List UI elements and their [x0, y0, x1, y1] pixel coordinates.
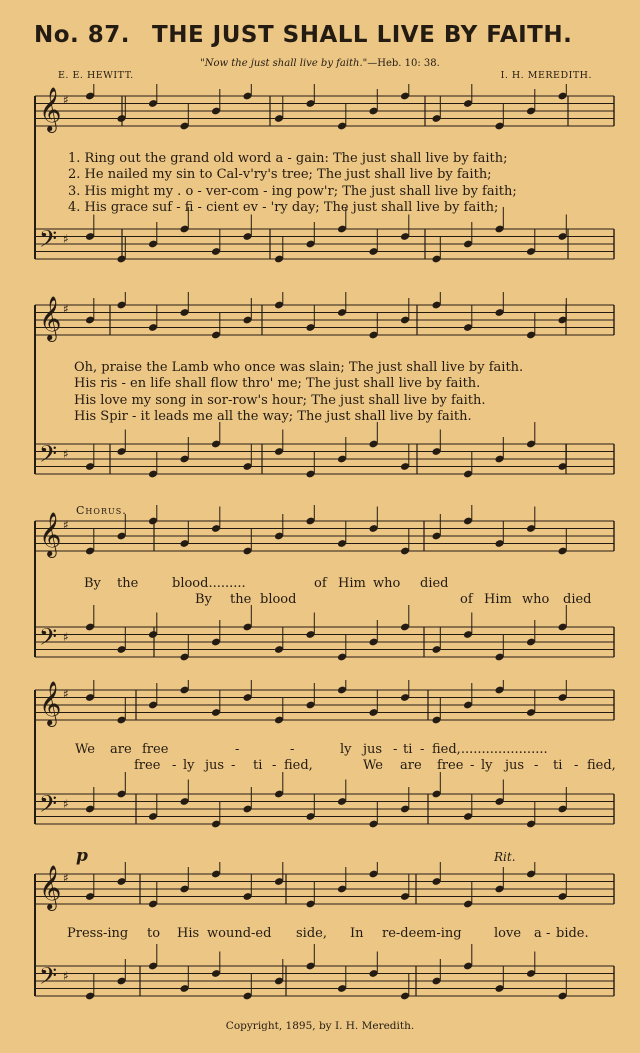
lyric-word: fied,..................... [432, 742, 548, 757]
lyric-word: By [84, 576, 101, 591]
bass-staff-2 [35, 422, 614, 478]
lyric-word: the [230, 592, 252, 607]
chorus-line-3 [0, 926, 640, 944]
treble-staff-2 [35, 292, 614, 342]
lyric-word: By [195, 592, 212, 607]
key-sharp-icon: ♯ [63, 302, 69, 316]
dynamic-marking: p [76, 846, 88, 866]
lyric-word: blood......... [172, 576, 246, 591]
lyric-word: Press-ing [67, 926, 129, 941]
bass-clef-icon: 𝄢 [39, 790, 58, 823]
key-sharp-icon: ♯ [63, 630, 69, 644]
treble-staff-1 [35, 84, 614, 133]
lyric-word: to [147, 926, 161, 941]
key-sharp-icon: ♯ [63, 797, 69, 811]
chorus-line-1-bass [0, 592, 640, 610]
composer-credit: I. H. MEREDITH. [500, 70, 592, 81]
lyric-word: - [172, 758, 177, 773]
lyric-word: Him [338, 576, 366, 591]
key-sharp-icon: ♯ [63, 93, 69, 107]
lyric-word: - [272, 758, 277, 773]
ritardando-marking: Rit. [494, 850, 516, 864]
lyric-word: We [75, 742, 95, 757]
key-sharp-icon: ♯ [63, 232, 69, 246]
key-sharp-icon: ♯ [63, 447, 69, 461]
verse-4-line-2: His Spir - it leads me all the way; The just shall live by faith. [74, 409, 472, 424]
treble-clef-icon: 𝄞 [39, 87, 62, 131]
bass-staff-3 [35, 605, 614, 661]
lyric-word: of [314, 576, 327, 591]
lyric-word: - [231, 758, 236, 773]
key-sharp-icon: ♯ [63, 969, 69, 983]
verse-4-line-1: 4. His grace suf - fi - cient ev - 'ry day; The just shall live by faith; [68, 200, 499, 215]
lyric-word: free [142, 742, 169, 757]
lyric-word: Him [484, 592, 512, 607]
lyric-word: the [117, 576, 139, 591]
lyric-word: blood [260, 592, 297, 607]
hymn-header [34, 22, 614, 56]
verse-2-line-2: His ris - en life shall flow thro' me; The just shall live by faith. [74, 376, 481, 391]
scripture-reference [0, 58, 640, 69]
treble-clef-icon: 𝄞 [39, 296, 62, 340]
lyric-word: - [235, 742, 240, 757]
lyric-word: - [534, 758, 539, 773]
lyric-word: died [563, 592, 592, 607]
verse-2-line-1: 2. He nailed my sin to Cal-v'ry's tree; The just shall live by faith; [68, 167, 492, 182]
lyric-word: - [420, 742, 425, 757]
lyric-word: ti [553, 758, 563, 773]
lyric-word: - [470, 758, 475, 773]
lyric-word: wound-ed [207, 926, 272, 941]
bass-clef-icon: 𝄢 [39, 225, 58, 258]
bass-clef-icon: 𝄢 [39, 440, 58, 473]
chorus-line-2-bass [0, 758, 640, 776]
lyric-word: - [546, 926, 551, 941]
lyric-word: In [350, 926, 364, 941]
lyric-word: jus [505, 758, 525, 773]
hymn-number: No. 87. [34, 22, 131, 48]
lyric-word: love [494, 926, 522, 941]
verse-3-line-1: 3. His might my . o - ver-com - ing pow'r; The just shall live by faith; [68, 184, 517, 199]
author-credit: E. E. HEWITT. [58, 70, 134, 81]
copyright-notice: Copyright, 1895, by I. H. Meredith. [225, 1020, 415, 1032]
lyric-word: fied, [587, 758, 616, 773]
treble-clef-icon: 𝄞 [39, 681, 62, 725]
key-sharp-icon: ♯ [63, 518, 69, 532]
lyric-word: re-deem-ing [382, 926, 462, 941]
lyric-word: free [437, 758, 464, 773]
treble-staff-5 [35, 862, 614, 911]
lyric-word: who [522, 592, 550, 607]
lyric-word: are [110, 742, 132, 757]
lyric-word: His [177, 926, 200, 941]
key-sharp-icon: ♯ [63, 871, 69, 885]
treble-clef-icon: 𝄞 [39, 865, 62, 909]
lyric-word: ly [481, 758, 493, 773]
treble-clef-icon: 𝄞 [39, 512, 62, 556]
lyric-word: ly [340, 742, 352, 757]
lyric-word: of [460, 592, 473, 607]
treble-staff-3 [35, 505, 614, 558]
lyric-word: ti [403, 742, 413, 757]
lyric-word: a [534, 926, 542, 941]
lyric-word: - [393, 742, 398, 757]
verse-3-line-2: His love my song in sor-row's hour; The just shall live by faith. [74, 393, 486, 408]
bass-staff-5 [35, 944, 614, 1000]
lyric-word: ti [253, 758, 263, 773]
lyric-word: jus [205, 758, 225, 773]
treble-staff-4 [35, 680, 614, 727]
lyric-word: ly [183, 758, 195, 773]
bass-staff-1 [35, 207, 614, 263]
verse-1-line-2: Oh, praise the Lamb who once was slain; The just shall live by faith. [74, 360, 524, 375]
music-system-2 [0, 292, 640, 492]
lyric-word: died [420, 576, 449, 591]
lyric-word: - [290, 742, 295, 757]
lyric-word: jus [363, 742, 383, 757]
scripture-quote: "Now the just shall live by faith." [200, 58, 368, 69]
bass-staff-4 [35, 772, 614, 828]
lyric-word: free [134, 758, 161, 773]
bass-clef-icon: 𝄢 [39, 623, 58, 656]
key-sharp-icon: ♯ [63, 687, 69, 701]
lyric-word: We [363, 758, 383, 773]
lyric-word: who [373, 576, 401, 591]
hymn-title: THE JUST SHALL LIVE BY FAITH. [152, 22, 573, 48]
lyric-word: fied, [284, 758, 313, 773]
lyric-word: bide. [556, 926, 589, 941]
bass-clef-icon: 𝄢 [39, 962, 58, 995]
lyric-word: side, [296, 926, 327, 941]
chorus-label: Chorus. [76, 504, 127, 517]
verse-1-line-1: 1. Ring out the grand old word a - gain: The just shall live by faith; [68, 151, 508, 166]
lyric-word: are [400, 758, 422, 773]
lyric-word: - [574, 758, 579, 773]
scripture-citation: —Heb. 10: 38. [367, 58, 440, 69]
